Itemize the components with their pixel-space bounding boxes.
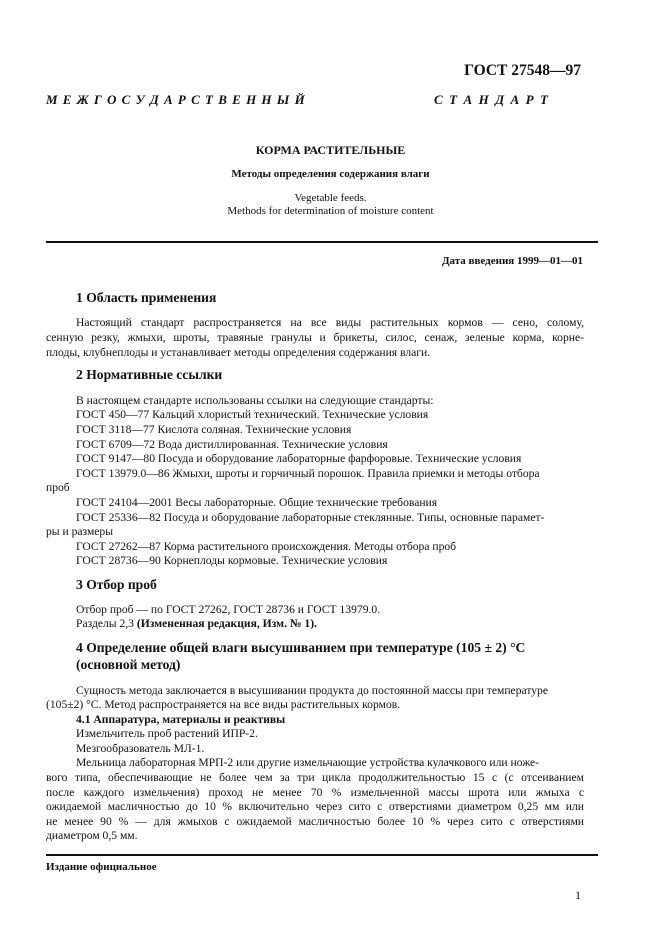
standard-banner-right: С Т А Н Д А Р Т [434,92,550,107]
reference-item: ГОСТ 24104—2001 Весы лабораторные. Общие технические требования [76,496,438,509]
standard-banner-left: М Е Ж Г О С У Д А Р С Т В Е Н Н Ы Й [46,92,306,107]
reference-item: ГОСТ 3118—77 Кислота соляная. Технические условия [76,423,352,436]
amendment-note: (Измененная редакция, Изм. № 1). [136,617,317,630]
section-1-heading: 1 Область применения [76,290,217,305]
reference-item: ГОСТ 25336—82 Посуда и оборудование лабораторные стеклянные. Типы, основные парамет- [76,511,545,524]
mill-description-line: не менее 90 % — для жмыхов с ожидаемой масличностью более 10 % через сито с отверстиями [46,815,584,828]
reference-item: ГОСТ 28736—90 Корнеплоды кормовые. Технические условия [76,554,388,567]
document-subtitle: Методы определения содержания влаги [231,168,430,180]
subsection-4-1-heading: 4.1 Аппаратура, материалы и реактивы [76,713,286,726]
apparatus-item: Мезгообразователь МЛ-1. [76,742,205,755]
section-1-line-1: Настоящий стандарт распространяется на все виды растительных кормов — сено, солому, [76,316,584,329]
section-4-paragraph-line-1: Сущность метода заключается в высушивании продукта до постоянной массы при температуре [76,684,549,697]
reference-item: ГОСТ 27262—87 Корма растительного происхождения. Методы отбора проб [76,540,457,553]
section-1-line-3: плоды, клубнеплоды и устанавливает методы определения содержания влаги. [46,346,431,359]
section-4-heading-line-2: (основной метод) [76,657,181,672]
mill-description-line: диаметром 0,5 мм. [46,829,138,842]
mill-description-line: ожидаемой масличностью до 10 % включительно через сито с отверстиями диаметром 0,25 мм или [46,800,584,813]
reference-item-continuation: ры и размеры [46,525,114,538]
section-3-heading: 3 Отбор проб [76,577,157,592]
document-number: ГОСТ 27548—97 [464,62,581,79]
amendment-note-label: Разделы 2,3 [76,617,137,630]
reference-item: ГОСТ 9147—80 Посуда и оборудование лабораторные фарфоровые. Технические условия [76,452,522,465]
apparatus-item: Измельчитель проб растений ИПР-2. [76,727,258,740]
reference-item-continuation: проб [46,481,70,494]
section-4-paragraph-line-2: (105±2) °С. Метод распространяется на все виды растительных кормов. [46,698,401,711]
reference-item: ГОСТ 6709—72 Вода дистиллированная. Технические условия [76,438,388,451]
english-title-line-2: Methods for determination of moisture content [227,205,434,217]
mill-description-line: вого типа, обеспечивающие не более чем за три цикла продолжительностью 15 с (с отсеиванием [46,771,584,784]
title-divider [46,241,598,243]
page-number: 1 [575,888,581,902]
section-4-heading-line-1: 4 Определение общей влаги высушиванием при температуре (105 ± 2) °С [76,640,526,655]
document-title: КОРМА РАСТИТЕЛЬНЫЕ [255,143,406,157]
footer-divider [46,854,598,856]
introduction-date: Дата введения 1999—01—01 [441,255,583,267]
official-edition-label: Издание официальное [46,861,157,873]
section-2-intro: В настоящем стандарте использованы ссылки на следующие стандарты: [76,394,434,407]
reference-item: ГОСТ 450—77 Кальций хлористый технический. Технические условия [76,408,429,421]
mill-description-line: Мельница лабораторная МРП-2 или другие измельчающие устройства кулачкового или ноже- [76,756,540,769]
section-3-line-2 [76,617,584,632]
mill-description-line: после каждого измельчения) проход не менее 70 % измельченной массы шрота или жмыха с [46,786,584,799]
section-2-heading: 2 Нормативные ссылки [76,367,223,382]
section-1-line-2: сенную резку, жмыхи, шроты, травяные гранулы и брикеты, силос, сенаж, зеленые корма, корне- [46,331,584,344]
english-title-line-1: Vegetable feeds. [294,192,367,204]
section-3-line-1: Отбор проб — по ГОСТ 27262, ГОСТ 28736 и ГОСТ 13979.0. [76,603,381,616]
reference-item: ГОСТ 13979.0—86 Жмыхи, шроты и горчичный порошок. Правила приемки и методы отбора [76,467,540,480]
